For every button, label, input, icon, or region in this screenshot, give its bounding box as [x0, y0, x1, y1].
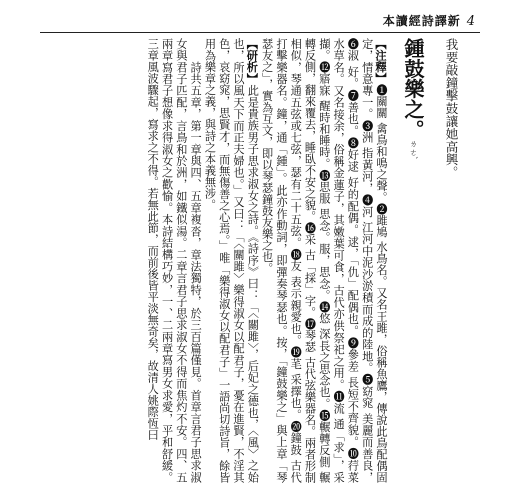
analysis-paragraph-2: 詩共五章，第一章與四、五章複沓，章法獨特，於三百篇僅見。首章言君子思求淑女與君子匹配，言鳥和於洲，如鐵似湯。二章言君子思求淑女不得而焦灼不安。四、五兩章寫君子想像求得淑女之歡愉。本詩結構巧妙，一、二兩章寫男女求愛，平和舒緩。三章風波驟起，寫求之不得。若無此節，而前後皆平淡無奇矣，故清人姚際恆曰 [146, 38, 203, 484]
analysis-section [202, 38, 259, 483]
notes-text: ❶關關 禽鳥和鳴之聲。❷雎鳩 水鳥名。又名王雎，俗稱魚鷹，傳說此鳥配偶固定，情意專一。❸洲 指黃河，❹河 江河中泥沙淤積而成的陸地。❺窈窕 美麗而善良，❻淑 好。❼善也。❽好逑 好的配偶。逑，「仇」配偶也。❾參差 長短不齊貌。❿荇菜 水草名。又名接余，俗稱金蓮子，其嫩葉可食，古代亦供祭祀之用。⓫流 通「求」，采擷。⓬寤寐 醒時和睡時。⓭思服 思念。服，思念。⓮悠 深長之思念也。⓯輾轉反側 輾轉反側，翻來覆去，睡臥不安之貌。⓰采 古「採」字。⓱琴瑟 古代弦樂器名。兩者形制相似，琴通五弦或七弦，瑟有二十五弦。⓲友 表示親愛也。⓳芼 采擇也。⓴鐘鼓 古代打擊樂器名。鐘，通「鍾」。此亦作動詞，即彈奏琴瑟也。按，「鐘鼓樂之」與上章「琴瑟友之」，實為互文，即以琴瑟鐘鼓友樂之也。 [260, 38, 388, 483]
analysis-label: 【研析】 [245, 38, 260, 85]
verse-ruby: ㄌㄜˋ [409, 139, 418, 161]
verse-text: 鍾鼓樂之。 [401, 38, 425, 140]
analysis-paragraph-1: 此是貴族男子思求淑女之詩。《詩序》曰：「〈關雎〉，后妃之德也，〈風〉之始也，所以風天下而正夫婦也。」又曰：「〈關雎〉樂得淑女以配君子，憂在進賢，不淫其色，哀窈窕，思賢才，而無傷善之心焉。」唯「樂得淑女以配君子」一語尚切詩旨，餘皆用為樂章之義，與詩之本義無涉。 [203, 38, 260, 483]
page-body [60, 38, 460, 483]
notes-label: 【注釋】 [374, 38, 388, 85]
verse-translation: 我要敲鐘擊鼓讓她高興。 [444, 38, 459, 179]
book-title: 本讀經詩譯新 [382, 14, 461, 28]
notes-section [259, 38, 388, 483]
verse-line [400, 38, 426, 483]
running-header [383, 12, 476, 29]
page-number: 4 [466, 14, 476, 29]
header-rule [40, 32, 480, 33]
analysis-section-2 [145, 38, 202, 483]
